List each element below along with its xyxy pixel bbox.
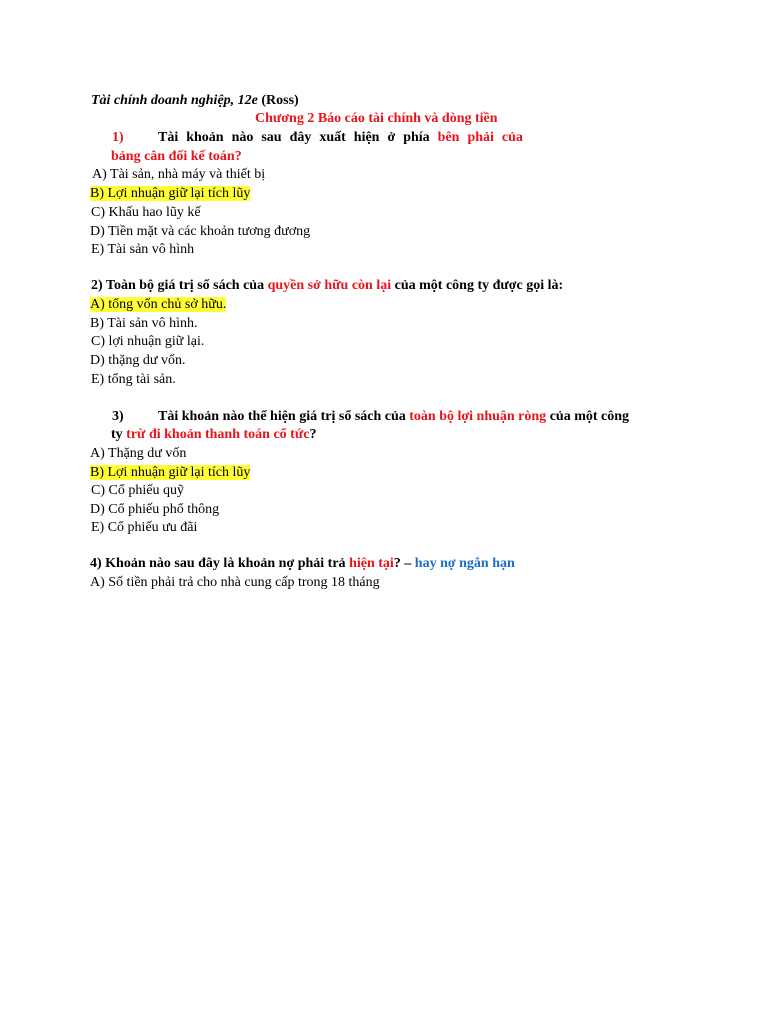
- q2-option-e: E) tổng tài sản.: [91, 372, 176, 387]
- q1-word: đây: [289, 130, 312, 145]
- q1-line2: bảng cân đối kế toán?: [111, 149, 242, 164]
- q1-line1: [158, 129, 523, 147]
- q1-option-b-highlight: B) Lợi nhuận giữ lại tích lũy: [90, 186, 251, 201]
- q3-line1-suffix: của một công: [546, 409, 630, 424]
- q1-option-a: A) Tài sản, nhà máy và thiết bị: [92, 167, 266, 182]
- q1-word: sau: [261, 130, 282, 145]
- q1-word: nào: [231, 130, 254, 145]
- q1-red-word: của: [501, 130, 523, 145]
- q2-option-d: D) thặng dư vốn.: [90, 353, 186, 368]
- q3-line1: [158, 408, 629, 426]
- book-title: Tài chính doanh nghiệp, 12e: [91, 93, 258, 108]
- q1-option-e: E) Tài sản vô hình: [91, 242, 195, 257]
- q4-stem: [90, 555, 515, 573]
- q1-word: phía: [403, 130, 430, 145]
- q2-suffix: của một công ty được gọi là:: [391, 278, 564, 293]
- q3-line1-red: toàn bộ lợi nhuận ròng: [409, 409, 547, 424]
- q3-option-c: C) Cổ phiếu quỹ: [91, 483, 184, 498]
- q2-red: quyền sở hữu còn lại: [267, 278, 392, 293]
- q2-stem: [91, 277, 563, 295]
- q4-mid: ? –: [393, 556, 415, 571]
- q2-option-a: [90, 296, 226, 314]
- book-title-line: [91, 92, 299, 110]
- q4-red: hiện tại: [349, 556, 394, 571]
- q1-red-word: bên: [437, 130, 460, 145]
- q1-word: ở: [387, 130, 396, 145]
- q4-blue: hay nợ ngắn hạn: [414, 556, 515, 571]
- q3-line1-prefix: Tài khoản nào thể hiện giá trị sổ sách của: [158, 409, 410, 424]
- q1-word: Tài: [158, 130, 179, 145]
- chapter-title: Chương 2 Báo cáo tài chính và dòng tiền: [255, 111, 498, 126]
- q2-prefix: 2) Toàn bộ giá trị sổ sách của: [91, 278, 268, 293]
- q3-option-d: D) Cổ phiếu phổ thông: [90, 502, 220, 517]
- q1-red-word: phải: [467, 130, 494, 145]
- q1-word: xuất: [319, 130, 346, 145]
- q1-option-d: D) Tiền mặt và các khoản tương đương: [90, 224, 311, 239]
- book-author: (Ross): [257, 93, 299, 108]
- q3-number: 3): [112, 409, 124, 424]
- q3-option-a: A) Thặng dư vốn: [90, 446, 187, 461]
- q3-line2: [111, 426, 316, 444]
- q1-number: 1): [112, 130, 124, 145]
- q3-line2-suffix: ?: [309, 427, 317, 442]
- q2-option-a-highlight: A) tổng vốn chủ sở hữu.: [90, 297, 227, 312]
- q3-line2-prefix: ty: [111, 427, 127, 442]
- q1-word: khoản: [186, 130, 224, 145]
- q4-option-a: A) Số tiền phải trả cho nhà cung cấp trong 18 tháng: [90, 575, 380, 590]
- q1-word: hiện: [353, 130, 380, 145]
- q3-line2-red: trừ đi khoản thanh toán cổ tức: [126, 427, 310, 442]
- q3-option-b-highlight: B) Lợi nhuận giữ lại tích lũy: [90, 465, 251, 480]
- q4-prefix: 4) Khoản nào sau đây là khoản nợ phải trả: [90, 556, 350, 571]
- q2-option-b: B) Tài sản vô hình.: [90, 316, 198, 331]
- q1-option-c: C) Khấu hao lũy kế: [91, 205, 201, 220]
- q3-option-e: E) Cổ phiếu ưu đãi: [91, 520, 198, 535]
- q1-option-b: [90, 185, 250, 203]
- q3-option-b: [90, 464, 250, 482]
- q2-option-c: C) lợi nhuận giữ lại.: [91, 334, 205, 349]
